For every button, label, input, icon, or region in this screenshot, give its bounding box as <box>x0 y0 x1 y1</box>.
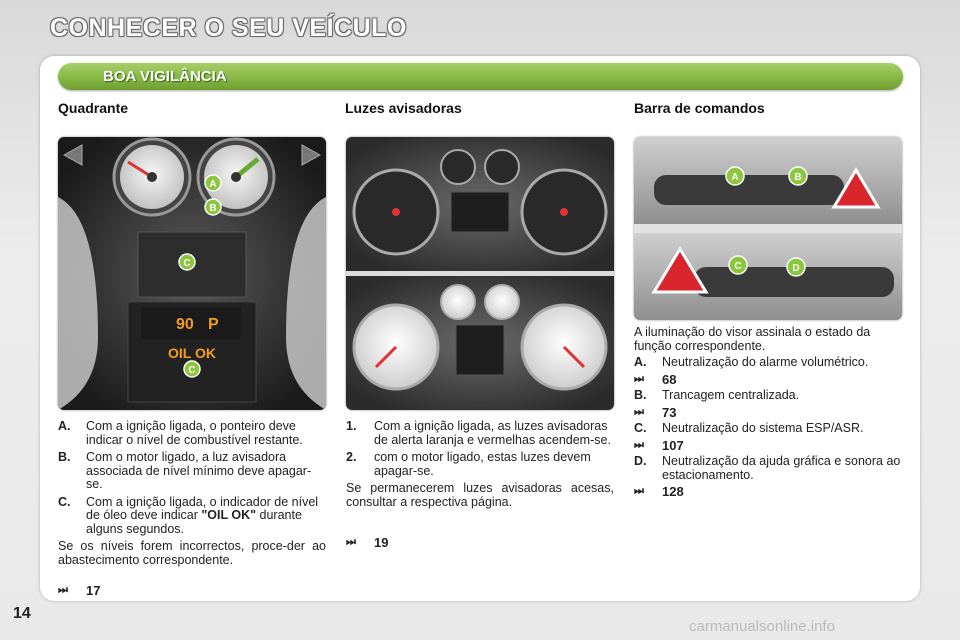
barra-ref-b[interactable]: ⏭ 73 <box>634 404 677 420</box>
barra-intro: A iluminação do visor assinala o estado da função correspondente. <box>634 325 871 353</box>
watermark: carmanualsonline.info <box>689 618 835 635</box>
gear-readout: P <box>208 316 219 333</box>
callout-b: B <box>209 203 217 214</box>
heading-quadrante: Quadrante <box>58 100 129 116</box>
quadrante-paragraph: Se os níveis forem incorrectos, proce-der ao abastecimento correspondente. <box>58 539 326 567</box>
callout-c-bottom: C <box>188 365 196 376</box>
oil-readout: OIL OK <box>168 345 216 361</box>
list-item: B. Com o motor ligado, a luz avisadora associada de nível mínimo deve apagar-se. <box>58 450 312 491</box>
page-title: CONHECER O SEU VEÍCULO <box>50 14 407 42</box>
double-arrow-icon: ⏭ <box>634 372 644 385</box>
list-item: 1. Com a ignição ligada, as luzes avisadoras de alerta laranja e vermelhas acendem-se. <box>346 419 611 447</box>
double-arrow-icon: ⏭ <box>634 438 644 451</box>
callout-b: B <box>794 172 802 183</box>
quadrante-text <box>58 420 326 567</box>
double-arrow-icon: ⏭ <box>346 536 356 548</box>
double-arrow-icon: ⏭ <box>634 485 644 497</box>
list-item: B. Trancagem centralizada. <box>634 388 800 402</box>
list-item: A. Com a ignição ligada, o ponteiro deve indicar o nível de combustível restante. <box>58 419 303 447</box>
list-item: C. Neutralização do sistema ESP/ASR. <box>634 421 864 435</box>
callout-c: C <box>734 261 742 272</box>
callout-d: D <box>792 263 800 274</box>
callout-c-top: C <box>183 258 191 269</box>
fuel-readout: 90 <box>176 316 194 333</box>
luzes-page-ref[interactable]: ⏭ 19 <box>346 535 389 550</box>
photo-command-bar <box>634 137 902 320</box>
heading-barra: Barra de comandos <box>634 100 765 116</box>
callout-a: A <box>209 179 217 190</box>
double-arrow-icon: ⏭ <box>58 584 68 596</box>
page-number: 14 <box>13 605 31 622</box>
luzes-paragraph: Se permanecerem luzes avisadoras acesas, consultar a respectiva página. <box>346 481 614 509</box>
barra-ref-d[interactable]: ⏭ 128 <box>634 484 684 499</box>
list-item: A. Neutralização do alarme volumétrico. <box>634 355 869 369</box>
list-item: C. Com a ignição ligada, o indicador de nível de óleo deve indicar "OIL OK" durante alguns segundos. <box>58 494 319 536</box>
barra-ref-a[interactable]: ⏭ 68 <box>634 371 677 387</box>
photo-instrument-cluster <box>58 137 326 410</box>
barra-ref-c[interactable]: ⏭ 107 <box>634 437 684 453</box>
barra-text <box>634 326 909 502</box>
luzes-text <box>346 420 614 509</box>
list-item: D. Neutralização da ajuda gráfica e sonora ao estacionamento. <box>634 454 901 482</box>
quadrante-page-ref[interactable]: ⏭ 17 <box>58 583 101 598</box>
callout-a: A <box>731 172 739 183</box>
section-title: BOA VIGILÂNCIA <box>103 68 227 85</box>
list-item: 2. com o motor ligado, estas luzes devem apagar-se. <box>346 450 591 478</box>
double-arrow-icon: ⏭ <box>634 405 644 418</box>
heading-luzes: Luzes avisadoras <box>345 100 462 116</box>
photo-warning-lights <box>346 137 614 410</box>
